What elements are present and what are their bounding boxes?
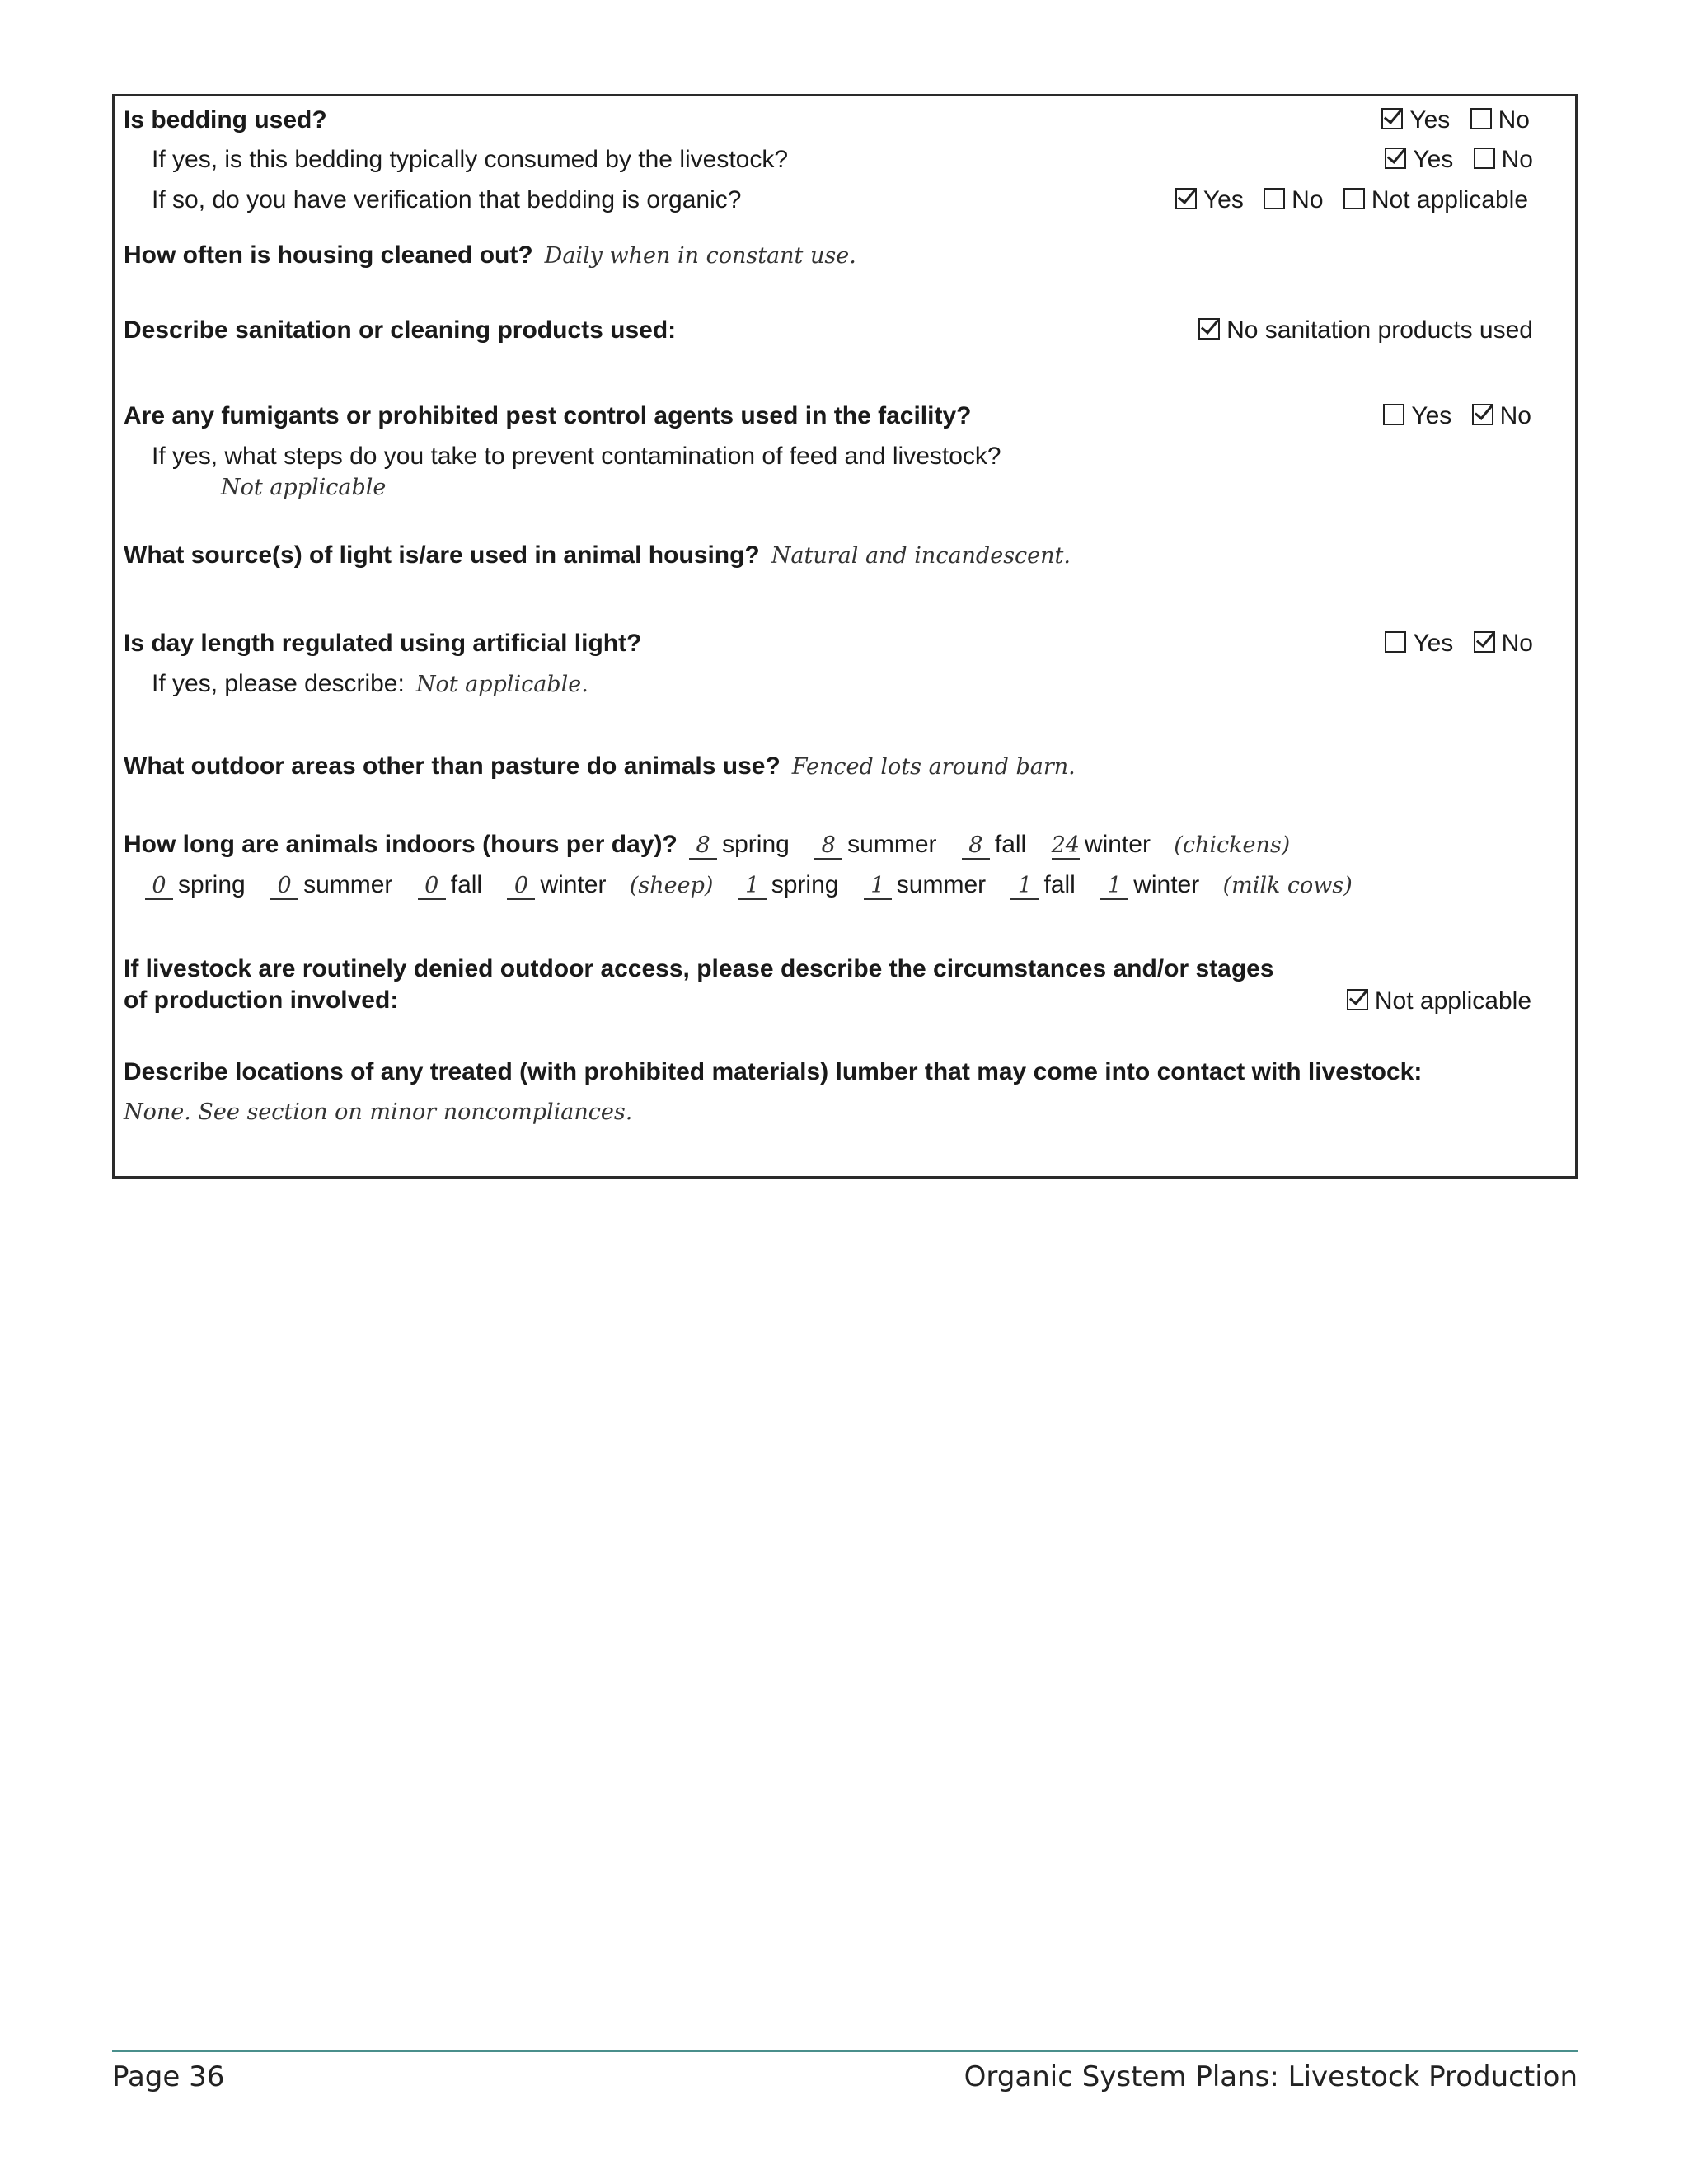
daylength-options bbox=[1372, 629, 1533, 658]
sheep-fall-value[interactable]: 0 bbox=[418, 874, 446, 900]
checkbox-checked-icon[interactable] bbox=[1385, 148, 1406, 169]
bedding-options bbox=[1368, 105, 1530, 135]
chickens-fall-value[interactable]: 8 bbox=[962, 833, 990, 860]
bedding-consumed-question: If yes, is this bedding typically consumed by the livestock? bbox=[152, 146, 789, 173]
indoors-question: How long are animals indoors (hours per day)? bbox=[124, 831, 678, 858]
bedding-no[interactable]: No bbox=[1470, 105, 1530, 135]
cows-spring-value[interactable]: 1 bbox=[738, 874, 767, 900]
chickens-spring-value[interactable]: 8 bbox=[689, 833, 717, 860]
indoors-row-1 bbox=[124, 830, 1303, 860]
cows-winter-value[interactable]: 1 bbox=[1100, 874, 1128, 900]
season-label: winter bbox=[540, 871, 607, 898]
sheep-note: (sheep) bbox=[629, 873, 714, 898]
fumigants-question: Are any fumigants or prohibited pest control agents used in the facility? bbox=[124, 402, 972, 429]
checkbox-icon[interactable] bbox=[1474, 148, 1495, 169]
daylength-no[interactable]: No bbox=[1474, 629, 1533, 658]
fumigants-yes[interactable]: Yes bbox=[1383, 401, 1451, 431]
season-label: spring bbox=[178, 871, 246, 898]
bedding-organic-options bbox=[1162, 185, 1528, 215]
sanitation-option[interactable]: No sanitation products used bbox=[1198, 316, 1533, 345]
outdoor-answer[interactable]: Fenced lots around barn. bbox=[791, 754, 1076, 780]
organic-not-applicable[interactable]: Not applicable bbox=[1343, 185, 1528, 215]
denied-question-line1: If livestock are routinely denied outdoor access, please describe the circumstances and/or stages bbox=[124, 955, 1274, 982]
fumigants-sub-question: If yes, what steps do you take to prevent contamination of feed and livestock? bbox=[152, 443, 1001, 470]
indoors-row-2 bbox=[140, 870, 1366, 901]
sheep-spring-value[interactable]: 0 bbox=[145, 874, 173, 900]
season-label: spring bbox=[722, 831, 790, 858]
lumber-question: Describe locations of any treated (with prohibited materials) lumber that may come into contact with livestock: bbox=[124, 1058, 1423, 1085]
cleaning-row bbox=[124, 241, 856, 271]
light-answer[interactable]: Natural and incandescent. bbox=[771, 543, 1071, 569]
checkbox-checked-icon[interactable] bbox=[1474, 631, 1495, 653]
season-label: spring bbox=[771, 871, 839, 898]
chickens-summer-value[interactable]: 8 bbox=[814, 833, 842, 860]
consumed-no[interactable]: No bbox=[1474, 145, 1533, 175]
season-label: fall bbox=[994, 831, 1027, 858]
fumigants-answer[interactable]: Not applicable bbox=[221, 475, 387, 500]
checkbox-checked-icon[interactable] bbox=[1175, 188, 1197, 209]
checkbox-icon[interactable] bbox=[1383, 404, 1404, 425]
footer-divider bbox=[112, 2050, 1578, 2052]
fumigants-no[interactable]: No bbox=[1472, 401, 1531, 431]
daylength-answer[interactable]: Not applicable. bbox=[415, 672, 588, 697]
bedding-consumed-options bbox=[1372, 145, 1533, 175]
daylength-sub-question: If yes, please describe: bbox=[152, 670, 405, 697]
season-label: winter bbox=[1133, 871, 1200, 898]
page-number: Page 36 bbox=[112, 2060, 225, 2093]
season-label: summer bbox=[847, 831, 937, 858]
checkbox-icon[interactable] bbox=[1343, 188, 1365, 209]
organic-no[interactable]: No bbox=[1264, 185, 1323, 215]
fumigants-options bbox=[1370, 401, 1531, 431]
light-row bbox=[124, 541, 1071, 571]
bedding-question: Is bedding used? bbox=[124, 106, 327, 134]
cleaning-answer[interactable]: Daily when in constant use. bbox=[544, 243, 856, 269]
checkbox-checked-icon[interactable] bbox=[1381, 108, 1403, 129]
season-label: fall bbox=[1043, 871, 1076, 898]
daylength-question: Is day length regulated using artificial light? bbox=[124, 630, 642, 657]
light-question: What source(s) of light is/are used in animal housing? bbox=[124, 541, 760, 569]
daylength-sub-row bbox=[152, 669, 588, 700]
cows-fall-value[interactable]: 1 bbox=[1010, 874, 1039, 900]
daylength-yes[interactable]: Yes bbox=[1385, 629, 1453, 658]
outdoor-row bbox=[124, 752, 1076, 782]
lumber-answer[interactable]: None. See section on minor noncompliances. bbox=[124, 1099, 633, 1125]
outdoor-question: What outdoor areas other than pasture do animals use? bbox=[124, 752, 781, 780]
sheep-summer-value[interactable]: 0 bbox=[270, 874, 298, 900]
sanitation-question: Describe sanitation or cleaning products used: bbox=[124, 316, 677, 344]
checkbox-icon[interactable] bbox=[1385, 631, 1406, 653]
chickens-winter-value[interactable]: 24 bbox=[1051, 832, 1080, 858]
checkbox-checked-icon[interactable] bbox=[1198, 318, 1220, 340]
checkbox-checked-icon[interactable] bbox=[1347, 989, 1368, 1010]
checkbox-checked-icon[interactable] bbox=[1472, 404, 1493, 425]
season-label: winter bbox=[1084, 831, 1151, 858]
season-label: summer bbox=[303, 871, 393, 898]
checkbox-icon[interactable] bbox=[1470, 108, 1492, 129]
denied-question-line2: of production involved: bbox=[124, 987, 399, 1014]
cows-summer-value[interactable]: 1 bbox=[864, 874, 892, 900]
organic-yes[interactable]: Yes bbox=[1175, 185, 1244, 215]
sheep-winter-value[interactable]: 0 bbox=[507, 874, 535, 900]
bedding-organic-question: If so, do you have verification that bedding is organic? bbox=[152, 186, 742, 213]
consumed-yes[interactable]: Yes bbox=[1385, 145, 1453, 175]
season-label: summer bbox=[896, 871, 987, 898]
chickens-note: (chickens) bbox=[1174, 832, 1291, 858]
bedding-yes[interactable]: Yes bbox=[1381, 105, 1450, 135]
checkbox-icon[interactable] bbox=[1264, 188, 1285, 209]
cleaning-question: How often is housing cleaned out? bbox=[124, 241, 533, 269]
cows-note: (milk cows) bbox=[1222, 873, 1353, 898]
season-label: fall bbox=[450, 871, 483, 898]
denied-option[interactable]: Not applicable bbox=[1347, 987, 1531, 1016]
document-title: Organic System Plans: Livestock Production bbox=[964, 2060, 1578, 2093]
